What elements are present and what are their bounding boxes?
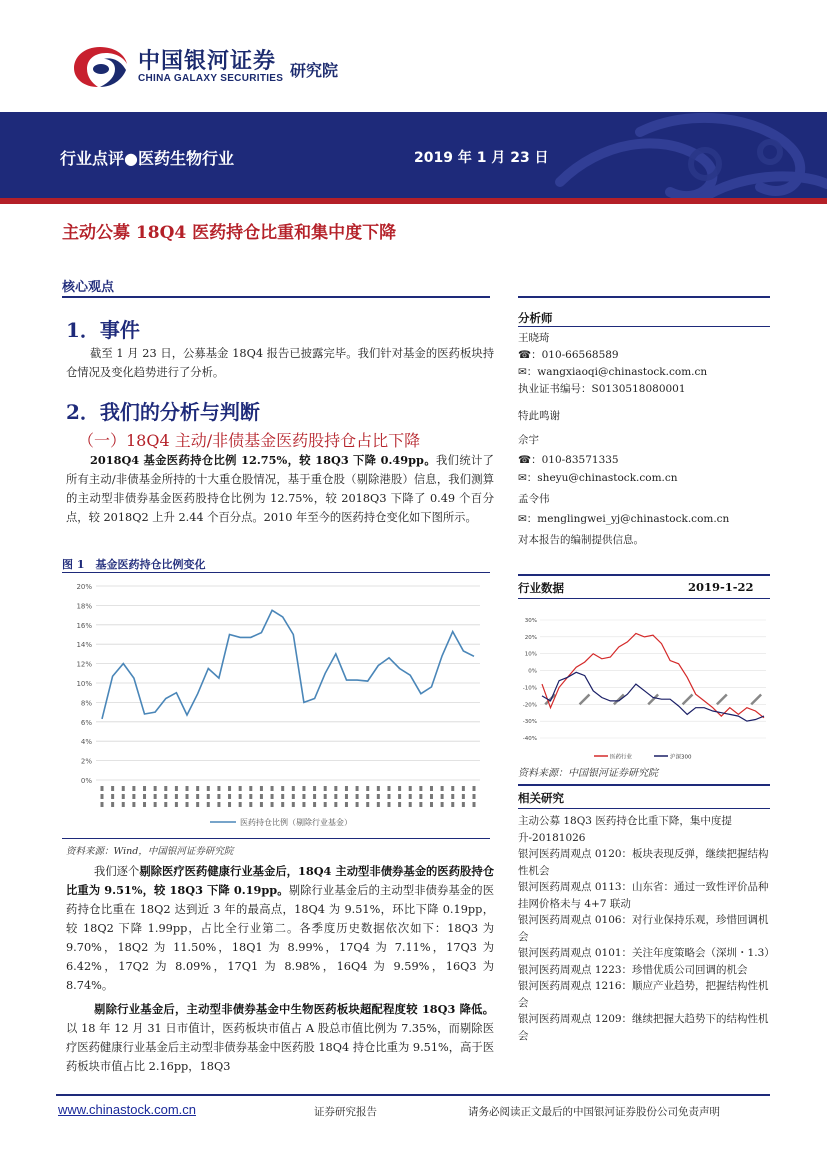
related-research-item[interactable]: 银河医药周观点 0120：板块表现反弹，继续把握结构性机会	[518, 848, 769, 877]
core-viewpoint-heading: 核心观点	[62, 280, 115, 295]
x-tick-mark	[228, 794, 231, 799]
x-tick-mark	[579, 694, 591, 706]
x-tick-mark	[122, 786, 125, 791]
x-tick-mark	[473, 786, 476, 791]
y-tick-label: 10%	[76, 680, 92, 688]
x-tick-mark	[132, 786, 135, 791]
industry-vs-index-chart	[516, 612, 770, 760]
x-tick-mark	[313, 794, 316, 799]
x-tick-mark	[430, 786, 433, 791]
x-tick-mark	[143, 794, 146, 799]
x-tick-mark	[409, 794, 412, 799]
x-tick-mark	[271, 802, 274, 807]
x-tick-mark	[217, 786, 220, 791]
x-tick-mark	[207, 802, 210, 807]
report-date: 2019 年 1 月 23 日	[414, 150, 549, 166]
divider	[518, 808, 770, 809]
report-title: 主动公募 18Q4 医药持仓比重和集中度下降	[62, 223, 397, 243]
x-tick-mark	[473, 794, 476, 799]
analysis-paragraph	[66, 862, 494, 995]
x-tick-mark	[451, 802, 454, 807]
x-tick-mark	[228, 802, 231, 807]
x-tick-mark	[302, 802, 305, 807]
footer-disclaimer: 请务必阅读正文最后的中国银河证券股份公司免责声明	[468, 1106, 720, 1118]
y-tick-label: 10%	[524, 651, 537, 658]
x-tick-mark	[451, 786, 454, 791]
divider	[518, 598, 770, 599]
x-tick-mark	[111, 802, 114, 807]
x-tick-mark	[334, 786, 337, 791]
y-tick-label: 0%	[80, 777, 92, 785]
y-tick-label: -20%	[522, 702, 537, 709]
x-tick-mark	[409, 802, 412, 807]
y-tick-label: 4%	[80, 738, 92, 747]
x-tick-mark	[122, 802, 125, 807]
figure-1-title: 图 1 基金医药持仓比例变化	[62, 558, 206, 571]
x-tick-mark	[398, 794, 401, 799]
x-tick-mark	[154, 794, 157, 799]
x-tick-mark	[398, 802, 401, 807]
y-tick-label: -40%	[522, 736, 537, 742]
x-tick-mark	[207, 794, 210, 799]
x-tick-mark	[324, 802, 327, 807]
x-tick-mark	[186, 786, 189, 791]
x-tick-mark	[260, 794, 263, 799]
paragraph-body: 以 18 年 12 月 31 日市值计，医药板块市值占 A 股总市值比例为 7.35%，而剔除医疗医药健康行业基金后主动型非债券基金中医药股 18Q4 持仓比重为 9.51%，高于医药板块市值占比 2.16pp，18Q3	[66, 1022, 494, 1073]
divider	[518, 574, 770, 576]
x-tick-mark	[377, 794, 380, 799]
x-tick-mark	[366, 794, 369, 799]
x-tick-mark	[716, 694, 728, 706]
paragraph-lead: 我们逐个	[94, 865, 140, 878]
x-tick-mark	[281, 802, 284, 807]
divider	[62, 572, 490, 573]
x-tick-mark	[356, 794, 359, 799]
contributor-phone: ☎：010-83571335	[518, 454, 619, 466]
x-tick-mark	[334, 802, 337, 807]
x-tick-mark	[441, 786, 444, 791]
x-tick-mark	[441, 794, 444, 799]
contributor-email[interactable]: ✉：sheyu@chinastock.com.cn	[518, 472, 678, 484]
paragraph-body: 剔除行业基金后的主动型非债券基金的医药持仓比重在 18Q2 达到近 3 年的最高点，18Q4 为 9.51%，环比下降 0.19pp，较 18Q2 下降 1.99pp，占比全行业第二。各季度历史数据依次如下：18Q3 为 9.70%，18Q2 为 11.50%，18Q1 为 8.99%，17Q4 为 7.11%，17Q3 为 6.42%，17Q2 为 8.09%，17Q1 为 8.98%，16Q4 为 9.59%，16Q3 为 8.74%。	[66, 884, 494, 992]
analysis-paragraph	[66, 1000, 494, 1076]
x-tick-mark	[207, 786, 210, 791]
related-research-list	[518, 813, 775, 1044]
y-tick-label: -30%	[522, 719, 537, 726]
x-tick-mark	[345, 794, 348, 799]
figure-1-source: 资料来源：Wind，中国银河证券研究院	[66, 846, 234, 857]
x-tick-mark	[164, 794, 167, 799]
x-tick-mark	[345, 786, 348, 791]
x-tick-mark	[682, 694, 694, 706]
divider	[62, 296, 490, 298]
x-tick-mark	[419, 802, 422, 807]
related-research-item[interactable]: 银河医药周观点 1223：珍惜优质公司回调的机会	[518, 963, 748, 976]
x-tick-mark	[647, 694, 659, 706]
x-tick-mark	[451, 794, 454, 799]
x-tick-mark	[419, 794, 422, 799]
x-tick-mark	[441, 802, 444, 807]
x-tick-mark	[186, 802, 189, 807]
x-tick-mark	[101, 802, 104, 807]
institute-label: 研究院	[290, 61, 339, 80]
x-tick-mark	[175, 794, 178, 799]
x-tick-mark	[281, 786, 284, 791]
y-tick-label: 30%	[524, 618, 537, 624]
x-tick-mark	[249, 802, 252, 807]
x-tick-mark	[143, 786, 146, 791]
industry-data-heading: 行业数据	[518, 581, 564, 595]
x-tick-mark	[111, 786, 114, 791]
related-research-item[interactable]: 银河医药周观点 0106：对行业保持乐观，珍惜回调机会	[518, 914, 769, 943]
y-tick-label: -10%	[522, 685, 537, 692]
x-tick-mark	[419, 786, 422, 791]
contributor-name: 孟令伟	[518, 493, 550, 505]
series-line-csi300	[542, 672, 764, 721]
x-tick-mark	[249, 794, 252, 799]
analyst-phone: ☎：010-66568589	[518, 349, 619, 361]
x-tick-mark	[302, 794, 305, 799]
x-tick-mark	[345, 802, 348, 807]
x-tick-mark	[271, 786, 274, 791]
x-tick-mark	[175, 802, 178, 807]
series-line-pharma-industry	[542, 634, 764, 718]
x-tick-mark	[196, 786, 199, 791]
report-category: 行业点评●医药生物行业	[60, 149, 234, 168]
x-tick-mark	[154, 802, 157, 807]
x-tick-mark	[101, 786, 104, 791]
x-tick-mark	[217, 802, 220, 807]
brand-name-en: CHINA GALAXY SECURITIES	[138, 73, 284, 84]
y-tick-label: 20%	[76, 583, 92, 591]
section-1-paragraph: 截至 1 月 23 日，公募基金 18Q4 报告已披露完毕。我们针对基金的医药板块持仓情况及变化趋势进行了分析。	[66, 347, 494, 379]
x-tick-mark	[409, 786, 412, 791]
x-tick-mark	[281, 794, 284, 799]
x-tick-mark	[462, 786, 465, 791]
x-tick-mark	[260, 802, 263, 807]
x-tick-mark	[473, 802, 476, 807]
x-tick-mark	[387, 794, 390, 799]
x-tick-mark	[154, 786, 157, 791]
x-tick-mark	[356, 786, 359, 791]
x-tick-mark	[292, 786, 295, 791]
x-tick-mark	[430, 802, 433, 807]
analyst-email[interactable]: ✉：wangxiaoqi@chinastock.com.cn	[518, 366, 708, 378]
y-tick-label: 12%	[76, 660, 92, 669]
y-tick-label: 20%	[524, 634, 537, 641]
x-tick-mark	[239, 786, 242, 791]
analyst-certificate: 执业证书编号：S0130518080001	[518, 383, 686, 395]
x-tick-mark	[217, 794, 220, 799]
company-logo	[70, 44, 130, 90]
related-research-item[interactable]: 银河医药周观点 1216：顺应产业趋势，把握结构性机会	[518, 980, 769, 1009]
y-tick-label: 0%	[528, 668, 537, 675]
x-tick-mark	[260, 786, 263, 791]
analyst-name: 王晓琦	[518, 332, 550, 344]
divider	[518, 784, 770, 786]
x-tick-mark	[143, 802, 146, 807]
x-tick-mark	[750, 694, 762, 706]
subsection-1-heading: （一）18Q4 主动/非债基金医药股持仓占比下降	[78, 431, 421, 450]
x-tick-mark	[302, 786, 305, 791]
x-tick-mark	[613, 694, 625, 706]
x-tick-mark	[366, 786, 369, 791]
x-tick-mark	[334, 794, 337, 799]
x-tick-mark	[356, 802, 359, 807]
x-tick-mark	[313, 802, 316, 807]
divider	[518, 326, 770, 327]
x-tick-mark	[196, 802, 199, 807]
x-tick-mark	[377, 802, 380, 807]
acknowledgement-label: 特此鸣谢	[518, 410, 560, 422]
x-tick-mark	[132, 794, 135, 799]
subsection-1-paragraph	[66, 451, 494, 527]
x-tick-mark	[228, 786, 231, 791]
x-tick-mark	[132, 802, 135, 807]
legend-label-csi300: 沪深300	[670, 754, 692, 760]
paragraph-body: 我们统计了所有主动/非债基金所持的十大重仓股情况，基于重仓股（剔除港股）信息，我们测算的主动型非债券基金医药股持仓比例为 12.75%，较 2018Q3 下降了 0.49 个百分点，较 2018Q2 上升 2.44 个百分点。2010 年至今的医药持仓变化如下图所示。	[66, 454, 494, 524]
key-finding: 2018Q4 基金医药持仓比例 12.75%，较 18Q3 下降 0.49pp。	[90, 453, 436, 467]
contributor-name: 佘宇	[518, 434, 539, 446]
y-tick-label: 18%	[76, 602, 92, 611]
x-tick-mark	[101, 794, 104, 799]
x-tick-mark	[239, 794, 242, 799]
analyst-heading: 分析师	[518, 311, 553, 325]
chart-legend	[210, 817, 352, 827]
x-tick-mark	[175, 786, 178, 791]
industry-data-date: 2019-1-22	[688, 580, 754, 594]
banner-accent-stripe	[0, 198, 827, 204]
x-tick-mark	[462, 794, 465, 799]
x-tick-mark	[111, 794, 114, 799]
x-tick-mark	[387, 786, 390, 791]
x-tick-mark	[164, 802, 167, 807]
x-tick-mark	[249, 786, 252, 791]
x-tick-mark	[186, 794, 189, 799]
x-tick-mark	[430, 794, 433, 799]
key-finding: 剔除医疗医药健康行业基金后，18Q4 主动型非债券基金的医药股持仓比重为 9.51%，较 18Q3 下降 0.19pp。	[66, 864, 494, 897]
y-tick-label: 14%	[76, 641, 92, 650]
y-tick-label: 6%	[80, 718, 92, 727]
related-research-item[interactable]: 银河医药周观点 0113：山东省：通过一致性评价品种挂网价格未与 4+7 联动	[518, 881, 769, 910]
chart-legend	[594, 753, 692, 761]
divider	[518, 296, 770, 298]
x-tick-mark	[292, 802, 295, 807]
related-research-heading: 相关研究	[518, 791, 564, 805]
x-tick-mark	[366, 802, 369, 807]
y-tick-label: 8%	[80, 699, 92, 708]
y-tick-label: 2%	[80, 757, 92, 766]
x-tick-mark	[164, 786, 167, 791]
divider	[62, 838, 490, 839]
x-tick-mark	[324, 786, 327, 791]
section-1-heading: 1．事件	[66, 318, 140, 342]
x-tick-mark	[387, 802, 390, 807]
brand-name-cn: 中国银河证券	[138, 49, 277, 74]
website-link[interactable]: www.chinastock.com.cn	[58, 1102, 196, 1117]
y-tick-label: 16%	[76, 621, 92, 630]
footer-report-type: 证券研究报告	[314, 1106, 377, 1118]
related-research-item[interactable]: 银河医药周观点 0101：关注年度策略会（深圳・1.3）	[518, 947, 775, 959]
related-research-item[interactable]: 主动公募 18Q3 医药持仓比重下降，集中度提升-20181026	[518, 815, 732, 844]
x-tick-mark	[271, 794, 274, 799]
x-tick-mark	[324, 794, 327, 799]
x-tick-mark	[398, 786, 401, 791]
x-tick-mark	[122, 794, 125, 799]
key-finding: 剔除行业基金后，主动型非债券基金中生物医药板块超配程度较 18Q3 降低。	[94, 1002, 494, 1016]
contributor-note: 对本报告的编制提供信息。	[518, 534, 644, 546]
contributor-email[interactable]: ✉：menglingwei_yj@chinastock.com.cn	[518, 513, 730, 525]
legend-label: 医药持仓比例（剔除行业基金）	[240, 818, 352, 827]
industry-data-source: 资料来源：中国银河证券研究院	[518, 768, 658, 779]
related-research-item[interactable]: 银河医药周观点 1209：继续把握大趋势下的结构性机会	[518, 1013, 769, 1042]
x-tick-mark	[377, 786, 380, 791]
x-tick-mark	[196, 794, 199, 799]
legend-label-pharma: 医药行业	[610, 754, 633, 760]
x-tick-mark	[292, 794, 295, 799]
x-tick-mark	[239, 802, 242, 807]
section-2-heading: 2．我们的分析与判断	[66, 400, 260, 424]
holding-ratio-chart	[62, 576, 490, 836]
footer-divider	[56, 1094, 770, 1096]
x-tick-mark	[313, 786, 316, 791]
x-tick-mark	[462, 802, 465, 807]
